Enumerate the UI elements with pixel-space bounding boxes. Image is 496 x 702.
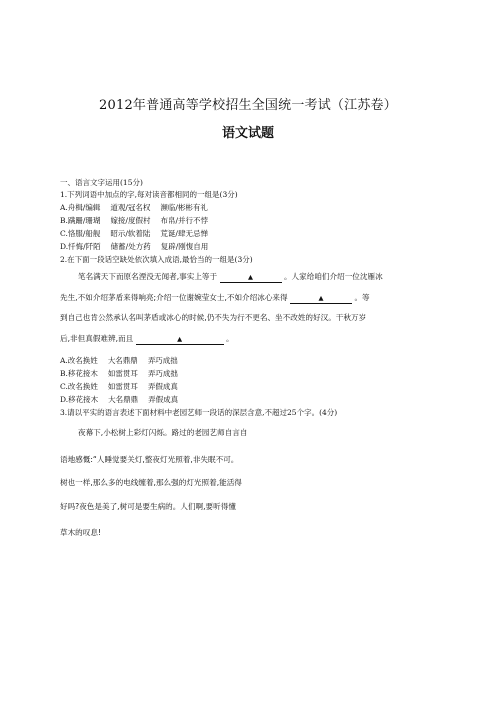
question-2-option-c: C.改名换姓 如雷贯耳 弄假成真 <box>60 382 178 391</box>
question-1-option-a: A.舟楫/编辑 道观/冠名权 濒临/彬彬有礼 <box>60 203 208 212</box>
question-1-option-c: C.恪服/船舰 昭示/软着陆 荒诞/肆无忌惮 <box>60 229 208 238</box>
material-line-2: 语地感慨:“人睡觉要关灯,整夜灯光照着,非失眠不可。 <box>60 455 239 464</box>
material-line-4: 好吗?夜色是美了,树可是要生病的。人们啊,要听得懂 <box>60 502 236 511</box>
question-1-option-b: B.蹒跚/珊瑚 嫁接/度假村 布帛/并行不悖 <box>60 216 208 225</box>
blank-2: ▲ <box>290 294 352 304</box>
blank-3: ▲ <box>136 335 224 345</box>
material-line-1: 夜幕下,小松树上彩灯闪烁。路过的老园艺师自言自 <box>78 428 248 437</box>
passage-line-1: 笔名满天下而原名湮没无闻者,事实上等于 ▲ 。人家给咱们介绍一位沈雁冰 <box>78 272 383 281</box>
section-heading: 一、语言文字运用(15分) <box>60 178 143 187</box>
passage-line-2: 先生,不如介绍茅盾来得响亮;介绍一位谢婉莹女士,不如介绍冰心来得 ▲ 。等 <box>60 293 370 302</box>
question-2-option-d: D.移花接木 大名鼎鼎 弄假成真 <box>60 395 179 404</box>
question-3-stem: 3.请以平实的语言表述下面材料中老园艺师一段话的深层含意,不超过25个字。(4分) <box>60 408 338 417</box>
question-2-option-a: A.改名换姓 大名鼎鼎 弄巧成拙 <box>60 356 178 365</box>
blank-1: ▲ <box>220 273 282 283</box>
question-2-stem: 2.在下面一段话空缺处依次填入成语,最恰当的一组是(3分) <box>60 255 253 264</box>
material-line-5: 草木的叹息! <box>60 528 102 537</box>
exam-subtitle: 语文试题 <box>221 126 274 141</box>
material-line-3: 树也一样,那么多的电线缠着,那么强的灯光照着,能活得 <box>60 478 242 487</box>
question-1-option-d: D.忏悔/阡陌 储蓄/处方药 复辟/刚愎自用 <box>60 242 209 251</box>
question-1-stem: 1.下列词语中加点的字,每对读音都相同的一组是(3分) <box>60 190 238 199</box>
passage-line-4: 后,非但真假难辨,而且 ▲ 。 <box>60 334 234 343</box>
passage-line-3: 到自己也肯公然承认名叫茅盾或冰心的时候,仍不失为行不更名、坐不改姓的好汉。干秋万岁 <box>60 313 367 322</box>
question-2-option-b: B.移花接木 如雷贯耳 弄巧成拙 <box>60 369 178 378</box>
exam-title: 2012年普通高等学校招生全国统一考试（江苏卷） <box>99 98 397 113</box>
